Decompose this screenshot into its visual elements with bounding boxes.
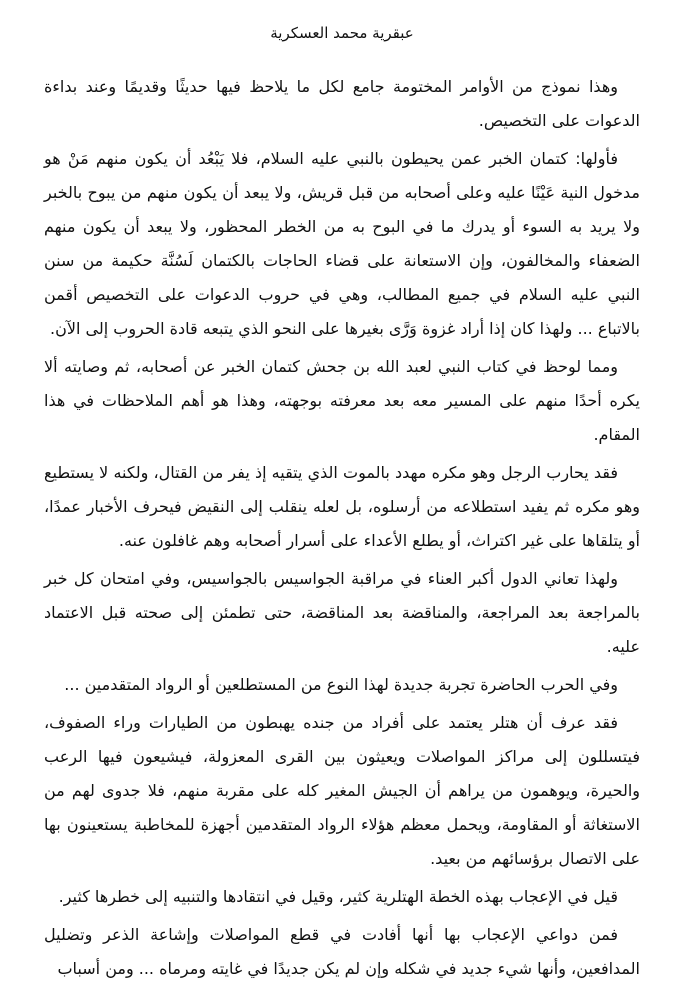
paragraph: ولهذا تعاني الدول أكبر العناء في مراقبة الجواسيس بالجواسيس، وفي امتحان كل خبر بالمراجعة بعد المراجعة، والمناقضة بعد المناقضة، حتى تطمئن إلى صحته قبل الاعتماد عليه. <box>44 569 640 656</box>
running-header: عبقرية محمد العسكرية <box>270 24 414 42</box>
paragraph: فمن دواعي الإعجاب بها أنها أفادت في قطع المواصلات وإشاعة الذعر وتضليل المدافعين، وأنها شيء جديد في شكله وإن لم يكن جديدًا في غايته ومرماه ... ومن أسباب <box>44 925 640 978</box>
paragraph: وفي الحرب الحاضرة تجربة جديدة لهذا النوع من المستطلعين أو الرواد المتقدمين ... <box>64 675 618 694</box>
paragraph: وهذا نموذج من الأوامر المختومة جامع لكل ما يلاحظ فيها حديثًا وقديمًا وعند بداءة الدعوات على التخصيص. <box>44 77 640 130</box>
paragraph: فقد يحارب الرجل وهو مكره مهدد بالموت الذي يتقيه إذ يفر من القتال، ولكنه لا يستطيع وهو مكره ثم يفيد استطلاعه من أرسلوه، بل لعله ينقلب إلى النقيض فيحرف الأخبار عمدًا، أو يتلقاها على غير اكتراث، أو يطلع الأعداء على أسرار أصحابه وهم غافلون عنه. <box>44 463 640 550</box>
paragraph: قيل في الإعجاب بهذه الخطة الهتلرية كثير، وقيل في انتقادها والتنبيه إلى خطرها كثير. <box>58 887 618 906</box>
paragraph: فقد عرف أن هتلر يعتمد على أفراد من جنده يهبطون من الطيارات وراء الصفوف، فيتسللون إلى مراكز المواصلات ويعيثون بين القرى المعزولة، فيشيعون فيها الرعب والحيرة، ويوهمون من يراهم أن الجيش المغير كله على مقربة منهم، فلا جدوى لهم من الاستغاثة أو المقاومة، ويحمل معظم هؤلاء الرواد المتقدمين أجهزة للمخاطبة يستعينون بها على الاتصال برؤسائهم من بعيد. <box>44 713 640 868</box>
paragraph: ومما لوحظ في كتاب النبي لعبد الله بن جحش كتمان الخبر عن أصحابه، ثم وصايته ألا يكره أحدًا منهم على المسير معه بعد معرفته بوجهته، وهذا هو أهم الملاحظات في هذا المقام. <box>44 357 640 444</box>
paragraph: فأولها: كتمان الخبر عمن يحيطون بالنبي عليه السلام، فلا يَبْعُد أن يكون منهم مَنْ هو مدخول النية عَيْنًا عليه وعلى أصحابه من قبل قريش، ولا يبعد أن يكون منهم من يبوح بالخبر ولا يريد به السوء أو يدرك ما في البوح به من الخطر المحظور، ولا يبعد أن يكون منهم الضعفاء والمخالفون، وإن الاستعانة على قضاء الحاجات بالكتمان لَسُنَّة حكيمة من سنن النبي عليه السلام في جميع المطالب، وهي في حروب الدعوات على التخصيص أقمن بالاتباع ... ولهذا كان إذا أراد غزوة وَرَّى بغيرها على النحو الذي يتبعه قادة الحروب إلى الآن. <box>44 149 640 338</box>
